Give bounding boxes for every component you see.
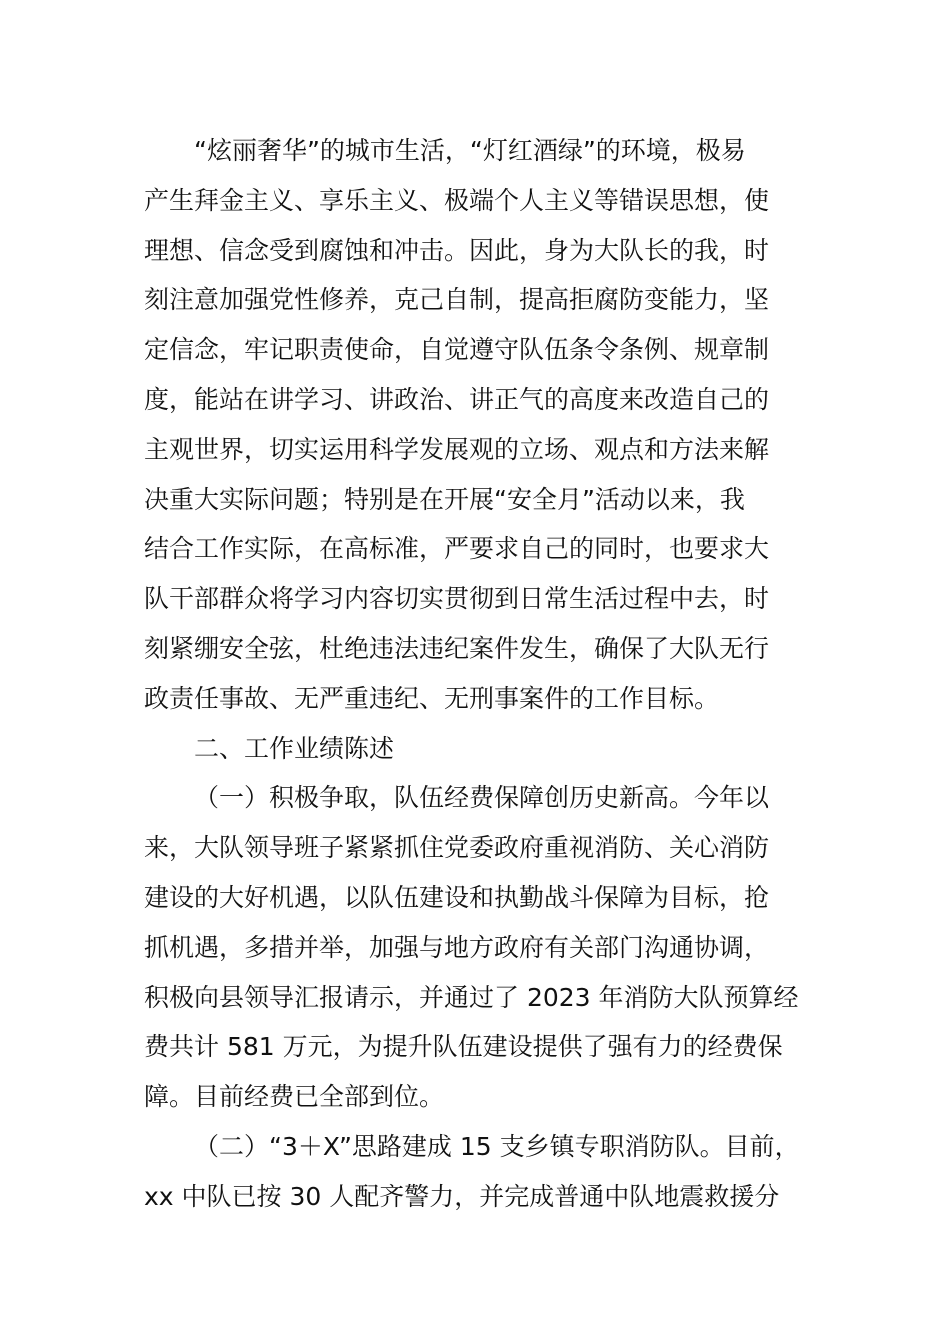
paragraph-line: 积极向县领导汇报请示，并通过了 2023 年消防大队预算经 bbox=[144, 982, 799, 1012]
paragraph-line: （一）积极争取，队伍经费保障创历史新高。今年以 bbox=[194, 783, 770, 813]
paragraph-line: 理想、信念受到腐蚀和冲击。因此，身为大队长的我，时 bbox=[144, 235, 770, 265]
paragraph-line: 建设的大好机遇，以队伍建设和执勤战斗保障为目标，抢 bbox=[144, 882, 770, 912]
paragraph-line: 刻紧绷安全弦，杜绝违法违纪案件发生，确保了大队无行 bbox=[144, 633, 770, 663]
paragraph-line: 结合工作实际，在高标准，严要求自己的同时，也要求大 bbox=[144, 534, 770, 564]
paragraph-line: 刻注意加强党性修养，克己自制，提高拒腐防变能力，坚 bbox=[144, 285, 770, 315]
paragraph-line: （二）“3＋X”思路建成 15 支乡镇专职消防队。目前， bbox=[194, 1131, 800, 1161]
document-body bbox=[144, 126, 820, 1222]
paragraph-line: 产生拜金主义、享乐主义、极端个人主义等错误思想，使 bbox=[144, 185, 770, 215]
paragraph-line: 来，大队领导班子紧紧抓住党委政府重视消防、关心消防 bbox=[144, 833, 770, 863]
paragraph-line: xx 中队已按 30 人配齐警力，并完成普通中队地震救援分 bbox=[144, 1181, 780, 1211]
paragraph-line: 队干部群众将学习内容切实贯彻到日常生活过程中去，时 bbox=[144, 584, 770, 614]
paragraph-line: 决重大实际问题；特别是在开展“安全月”活动以来，我 bbox=[144, 484, 745, 514]
paragraph-line: “炫丽奢华”的城市生活，“灯红酒绿”的环境，极易 bbox=[194, 136, 746, 165]
paragraph-line: 定信念，牢记职责使命，自觉遵守队伍条令条例、规章制 bbox=[144, 335, 770, 365]
paragraph-line: 费共计 581 万元，为提升队伍建设提供了强有力的经费保 bbox=[144, 1032, 783, 1062]
paragraph-line: 抓机遇，多措并举，加强与地方政府有关部门沟通协调， bbox=[144, 932, 770, 962]
paragraph-line: 障。目前经费已全部到位。 bbox=[144, 1082, 445, 1112]
paragraph-line: 度，能站在讲学习、讲政治、讲正气的高度来改造自己的 bbox=[144, 384, 770, 414]
paragraph-line: 主观世界，切实运用科学发展观的立场、观点和方法来解 bbox=[144, 434, 770, 464]
section-heading: 二、工作业绩陈述 bbox=[194, 733, 395, 763]
paragraph-line: 政责任事故、无严重违纪、无刑事案件的工作目标。 bbox=[144, 683, 720, 713]
